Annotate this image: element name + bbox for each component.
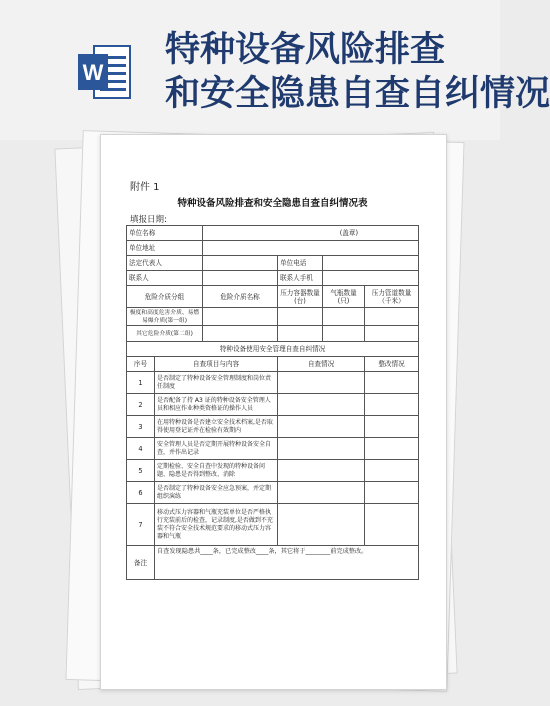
hazard-group-2: 其它危险介质(第二组): [127, 326, 203, 342]
fill-date-label: 填报日期:: [130, 215, 167, 225]
check-no-header: 序号: [127, 357, 155, 372]
word-icon: [78, 42, 132, 102]
check-fix: [365, 394, 419, 416]
contact-label: 联系人: [127, 271, 203, 286]
check-no: 3: [127, 416, 155, 438]
hazard-name-header: 危险介质名称: [203, 286, 278, 308]
check-row: [127, 460, 419, 482]
cylinder-count-header: 气瓶数量(只): [323, 286, 365, 308]
hazard-cell: [203, 308, 278, 326]
check-self: [278, 438, 365, 460]
row-unit-address: [127, 241, 419, 256]
row-unit-name: [127, 226, 419, 241]
check-row: [127, 372, 419, 394]
check-self: [278, 460, 365, 482]
check-text: 移动式压力容器和气瓶充装单位是否严格执行充装前后的检查，记录制度,是否做到不充装不符合安全技术规范要求的移动式压力容器和气瓶: [155, 504, 278, 546]
check-item-header: 自查项目与内容: [155, 357, 278, 372]
hazard-cell: [365, 326, 419, 342]
check-self: [278, 394, 365, 416]
check-text: 是否制定了特种设备安全应急预案，并定期组织演练: [155, 482, 278, 504]
hazard-group-row: [127, 326, 419, 342]
banner-title-line2: 和安全隐患自查自纠情况: [165, 74, 550, 114]
check-no: 5: [127, 460, 155, 482]
contact-mobile-value: [323, 271, 419, 286]
check-no: 6: [127, 482, 155, 504]
check-no: 7: [127, 504, 155, 546]
self-check-form: [126, 225, 419, 580]
hazard-cell: [323, 308, 365, 326]
unit-phone-label: 单位电话: [278, 256, 323, 271]
check-row: [127, 438, 419, 460]
hazard-cell: [365, 308, 419, 326]
unit-address-label: 单位地址: [127, 241, 203, 256]
check-fix: [365, 416, 419, 438]
document: [100, 134, 445, 688]
hazard-cell: [323, 326, 365, 342]
check-self: [278, 482, 365, 504]
legal-rep-value: [203, 256, 278, 271]
unit-name-label: 单位名称: [127, 226, 203, 241]
section-title: 特种设备使用安全管理自查自纠情况: [127, 342, 419, 357]
legal-rep-label: 法定代表人: [127, 256, 203, 271]
check-row: [127, 504, 419, 546]
header-banner: [0, 0, 550, 140]
check-text: 在用特种设备是否建立安全技术档案,是否取得使用登记证并在检验有效期内: [155, 416, 278, 438]
vessel-count-header: 压力容器数量(台): [278, 286, 323, 308]
check-self: [278, 372, 365, 394]
hazard-group-row: [127, 308, 419, 326]
self-check-header: 自查情况: [278, 357, 365, 372]
check-text: 是否制定了特种设备安全管理制度和岗位责任制度: [155, 372, 278, 394]
attachment-label: 附件 1: [130, 182, 160, 193]
check-text: 安全管理人员是否定期开展特种设备安全自查，并作出记录: [155, 438, 278, 460]
remark-label: 备注: [127, 546, 155, 580]
contact-mobile-label: 联系人手机: [278, 271, 323, 286]
check-fix: [365, 438, 419, 460]
section-title-row: [127, 342, 419, 357]
hazard-cell: [203, 326, 278, 342]
unit-address-value: [203, 241, 419, 256]
remark-row: [127, 546, 419, 580]
fix-status-header: 整改情况: [365, 357, 419, 372]
check-no: 4: [127, 438, 155, 460]
hazard-cell: [278, 326, 323, 342]
check-no: 2: [127, 394, 155, 416]
check-row: [127, 394, 419, 416]
hazard-group-1: 极度和高度危害介质、易燃易爆介质(第一组): [127, 308, 203, 326]
check-text: 是否配备了持 A3 证的特种设备安全管理人员和相应作业种类资格证的操作人员: [155, 394, 278, 416]
row-legal-rep: [127, 256, 419, 271]
check-self: [278, 504, 365, 546]
seal-label: (盖章): [203, 226, 419, 241]
check-fix: [365, 482, 419, 504]
word-icon-letter: W: [82, 60, 104, 85]
check-row: [127, 416, 419, 438]
check-header-row: [127, 357, 419, 372]
hazard-header-row: [127, 286, 419, 308]
check-text: 定期检验、安全自查中发现的特种设备问题、隐患是否得到整改、消除: [155, 460, 278, 482]
hazard-group-header: 危险介质分组: [127, 286, 203, 308]
check-self: [278, 416, 365, 438]
unit-phone-value: [323, 256, 419, 271]
banner-title-line1: 特种设备风险排查: [165, 30, 446, 70]
hazard-cell: [278, 308, 323, 326]
row-contact: [127, 271, 419, 286]
check-fix: [365, 460, 419, 482]
document-title: 特种设备风险排查和安全隐患自查自纠情况表: [177, 198, 368, 209]
contact-value: [203, 271, 278, 286]
check-fix: [365, 372, 419, 394]
check-no: 1: [127, 372, 155, 394]
check-fix: [365, 504, 419, 546]
pipe-length-header: 压力管道数量（千米）: [365, 286, 419, 308]
remark-text: 自查发现隐患共____条，已完成整改____条，其它将于________前完成整改。: [155, 546, 419, 580]
check-row: [127, 482, 419, 504]
banner-title: [165, 28, 550, 116]
